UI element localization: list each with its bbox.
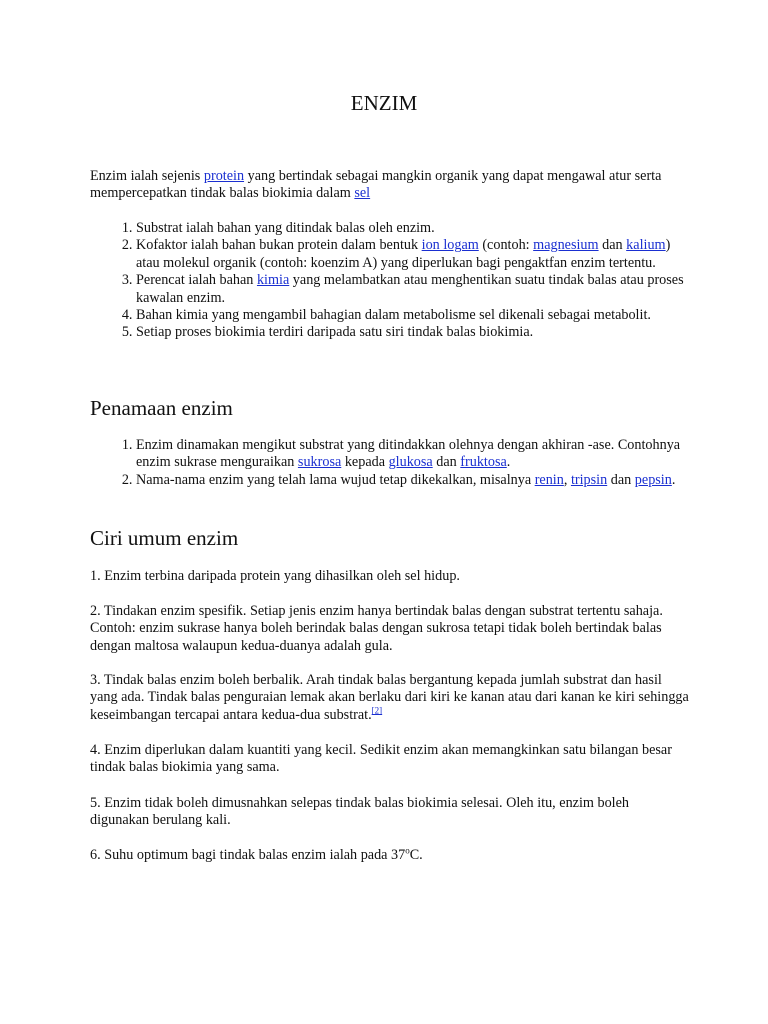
list-item-text: Bahan kimia yang mengambil bahagian dalam metabolisme sel dikenali sebagai metabolit.: [136, 307, 651, 324]
list-item-text: dan: [607, 471, 635, 488]
section-heading-penamaan: Penamaan enzim: [90, 396, 233, 420]
list-item: [136, 437, 690, 472]
intro-text: Enzim ialah sejenis: [90, 168, 204, 184]
paragraph: 1. Enzim terbina daripada protein yang dihasilkan oleh sel hidup.: [90, 568, 460, 584]
list-item-text: Substrat ialah bahan yang ditindak balas oleh enzim.: [136, 220, 435, 236]
link-tripsin[interactable]: tripsin: [570, 471, 608, 488]
naming-list: [90, 437, 690, 489]
paragraph: [90, 672, 690, 724]
link-sukrosa[interactable]: sukrosa: [297, 454, 342, 471]
paragraph: 5. Enzim tidak boleh dimusnahkan selepas tindak balas biokimia selesai. Oleh itu, enzim boleh digunakan berulang kali.: [90, 795, 630, 829]
paragraph-text: 3. Tindak balas enzim boleh berbalik. Arah tindak balas bergantung kepada jumlah substrat dan hasil yang ada. Tindak balas penguraian lemak akan berlaku dari kiri ke kanan atau dari kanan ke kiri sehingga keseimbangan tercapai antara kedua-dua substrat.: [90, 672, 689, 723]
link-protein[interactable]: protein: [203, 168, 245, 184]
paragraph: [90, 847, 690, 864]
list-item-text: (contoh:: [478, 237, 534, 254]
page-title: ENZIM: [350, 91, 418, 115]
characteristic-3: [90, 672, 690, 724]
list-item: [136, 220, 690, 237]
list-item-text: Enzim dinamakan mengikut substrat yang ditindakkan olehnya dengan akhiran -ase. Contohnya enzim sukrase menguraikan: [136, 437, 681, 471]
list-item-text: dan: [432, 454, 461, 471]
characteristic-4: [90, 742, 690, 777]
paragraph-text: 6. Suhu optimum bagi tindak balas enzim ialah pada 37: [90, 847, 406, 863]
intro-text: yang bertindak sebagai mangkin organik yang dapat mengawal atur serta mempercepatkan tindak balas biokimia dalam: [90, 168, 662, 202]
link-fruktosa[interactable]: fruktosa: [460, 454, 507, 471]
list-item-text: Kofaktor ialah bahan bukan protein dalam bentuk: [136, 237, 422, 254]
intro-paragraph: [90, 168, 690, 203]
list-item-text: kepada: [341, 454, 389, 471]
list-item: [136, 307, 690, 324]
link-kalium[interactable]: kalium: [626, 237, 666, 254]
citation-link[interactable]: [2]: [371, 705, 383, 716]
list-item-text: ) atau molekul organik (contoh: koenzim A) yang diperlukan bagi pengaktfan enzim tertentu.: [136, 237, 671, 271]
list-item-text: Perencat ialah bahan: [136, 272, 257, 289]
list-item-text: ,: [563, 471, 571, 488]
link-pepsin[interactable]: pepsin: [634, 471, 672, 488]
list-item: [136, 272, 690, 307]
link-renin[interactable]: renin: [534, 471, 564, 488]
link-kimia[interactable]: kimia: [256, 272, 290, 289]
degree-superscript: o: [405, 845, 410, 856]
list-item: [136, 472, 690, 489]
link-magnesium[interactable]: magnesium: [533, 237, 599, 254]
list-item-text: yang melambatkan atau menghentikan suatu tindak balas atau proses kawalan enzim.: [136, 272, 684, 306]
list-item-text: Nama-nama enzim yang telah lama wujud tetap dikekalkan, misalnya: [136, 471, 535, 488]
characteristic-5: [90, 795, 690, 830]
list-item-text: Setiap proses biokimia terdiri daripada satu siri tindak balas biokimia.: [136, 324, 534, 341]
link-sel[interactable]: sel: [354, 185, 371, 202]
section-heading-ciri: Ciri umum enzim: [90, 526, 239, 550]
paragraph: 2. Tindakan enzim spesifik. Setiap jenis enzim hanya bertindak balas dengan substrat tertentu sahaja. Contoh: enzim sukrase hanya boleh berindak balas dengan sukrosa tetapi tidak boleh bertindak balas dengan maltosa walaupun kedua-duanya adalah gula.: [90, 603, 663, 654]
list-item-text: dan: [598, 237, 627, 254]
list-item: [136, 237, 690, 272]
definitions-list: [90, 220, 690, 342]
list-item: [136, 324, 690, 341]
link-glukosa[interactable]: glukosa: [388, 454, 433, 471]
link-ion-logam[interactable]: ion logam: [421, 237, 479, 254]
paragraph-text: C.: [409, 847, 423, 863]
list-item-text: .: [506, 454, 511, 471]
characteristic-2: [90, 603, 690, 655]
characteristic-1: [90, 568, 690, 585]
characteristic-6: [90, 847, 690, 864]
paragraph: 4. Enzim diperlukan dalam kuantiti yang kecil. Sedikit enzim akan memangkinkan satu bilangan besar tindak balas biokimia yang sama.: [90, 742, 672, 776]
list-item-text: .: [671, 471, 676, 488]
